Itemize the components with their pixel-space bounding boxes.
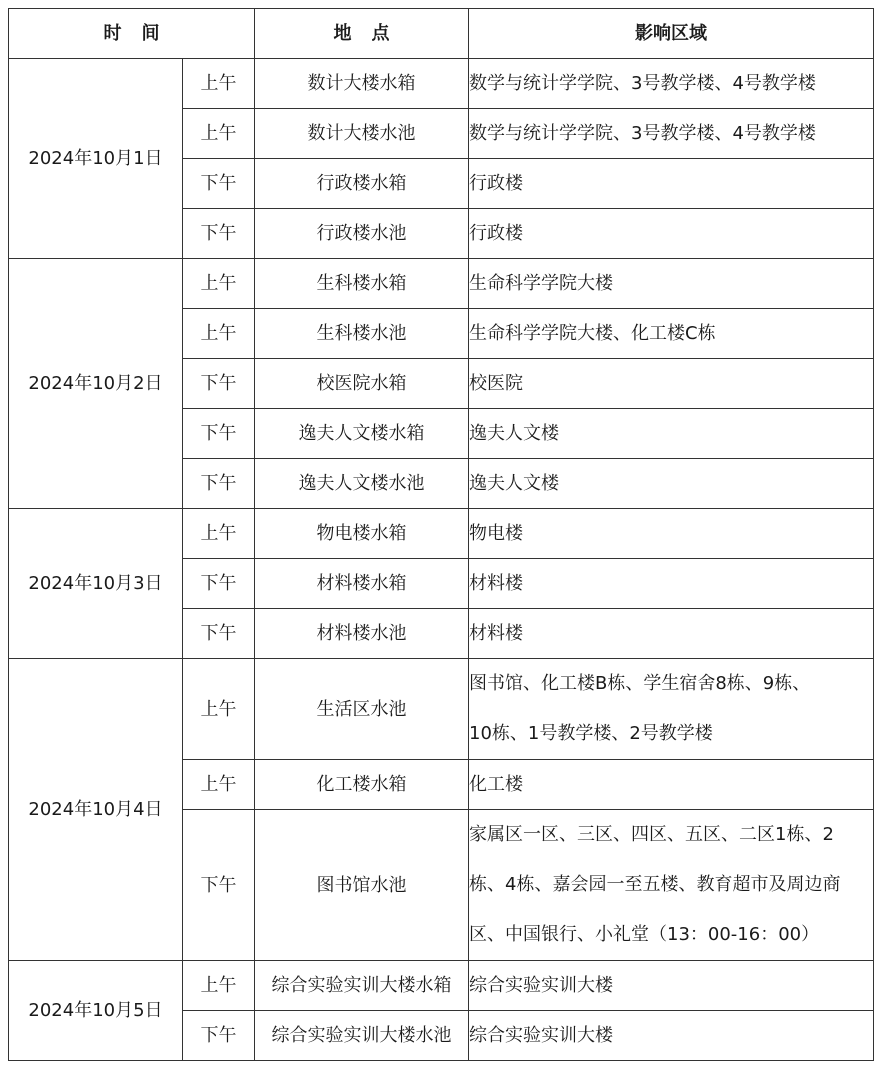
affected-area-cell — [469, 509, 874, 559]
table-row — [9, 509, 874, 559]
period-cell: 下午 — [183, 359, 255, 409]
period-cell: 下午 — [183, 1011, 255, 1061]
period-cell: 下午 — [183, 810, 255, 961]
location-cell: 生科楼水箱 — [255, 259, 469, 309]
period-cell: 下午 — [183, 209, 255, 259]
location-cell: 化工楼水箱 — [255, 760, 469, 810]
affected-area-line: 逸夫人文楼 — [469, 473, 559, 494]
affected-area-cell — [469, 259, 874, 309]
affected-area-cell — [469, 609, 874, 659]
affected-area-cell — [469, 309, 874, 359]
date-cell: 2024年10月2日 — [9, 259, 183, 509]
date-cell: 2024年10月4日 — [9, 659, 183, 961]
period-cell: 上午 — [183, 961, 255, 1011]
header-time: 时 间 — [9, 9, 255, 59]
table-row — [9, 659, 874, 760]
affected-area-line: 综合实验实训大楼 — [469, 1025, 613, 1046]
affected-area-line: 栋、4栋、嘉会园一至五楼、教育超市及周边商 — [469, 874, 841, 895]
affected-area-line: 生命科学学院大楼、化工楼C栋 — [469, 323, 716, 344]
affected-area-cell — [469, 409, 874, 459]
period-cell: 上午 — [183, 760, 255, 810]
location-cell: 校医院水箱 — [255, 359, 469, 409]
location-cell: 综合实验实训大楼水池 — [255, 1011, 469, 1061]
date-cell: 2024年10月3日 — [9, 509, 183, 659]
period-cell: 上午 — [183, 659, 255, 760]
affected-area-line: 数学与统计学学院、3号教学楼、4号教学楼 — [469, 123, 816, 144]
affected-area-line: 行政楼 — [469, 223, 523, 244]
affected-area-line: 区、中国银行、小礼堂（13：00-16：00） — [469, 924, 820, 945]
period-cell: 下午 — [183, 609, 255, 659]
period-cell: 下午 — [183, 559, 255, 609]
period-cell: 上午 — [183, 509, 255, 559]
affected-area-line: 校医院 — [469, 373, 523, 394]
affected-area-line: 材料楼 — [469, 573, 523, 594]
affected-area-cell — [469, 559, 874, 609]
affected-area-cell — [469, 109, 874, 159]
period-cell: 上午 — [183, 309, 255, 359]
header-place: 地 点 — [255, 9, 469, 59]
location-cell: 图书馆水池 — [255, 810, 469, 961]
location-cell: 逸夫人文楼水箱 — [255, 409, 469, 459]
date-cell: 2024年10月1日 — [9, 59, 183, 259]
location-cell: 生活区水池 — [255, 659, 469, 760]
period-cell: 上午 — [183, 59, 255, 109]
table-header-row — [9, 9, 874, 59]
affected-area-line: 数学与统计学学院、3号教学楼、4号教学楼 — [469, 73, 816, 94]
period-cell: 上午 — [183, 109, 255, 159]
affected-area-cell — [469, 810, 874, 961]
affected-area-cell — [469, 209, 874, 259]
location-cell: 材料楼水池 — [255, 609, 469, 659]
location-cell: 行政楼水箱 — [255, 159, 469, 209]
affected-area-line: 行政楼 — [469, 173, 523, 194]
table-body — [9, 59, 874, 1061]
location-cell: 材料楼水箱 — [255, 559, 469, 609]
affected-area-line: 家属区一区、三区、四区、五区、二区1栋、2 — [469, 824, 834, 845]
affected-area-cell — [469, 1011, 874, 1061]
affected-area-cell — [469, 159, 874, 209]
affected-area-line: 物电楼 — [469, 523, 523, 544]
period-cell: 下午 — [183, 459, 255, 509]
affected-area-line: 生命科学学院大楼 — [469, 273, 613, 294]
table-row — [9, 259, 874, 309]
location-cell: 综合实验实训大楼水箱 — [255, 961, 469, 1011]
table-row — [9, 59, 874, 109]
affected-area-line: 综合实验实训大楼 — [469, 975, 613, 996]
period-cell: 下午 — [183, 159, 255, 209]
date-cell: 2024年10月5日 — [9, 961, 183, 1061]
location-cell: 生科楼水池 — [255, 309, 469, 359]
period-cell: 上午 — [183, 259, 255, 309]
location-cell: 行政楼水池 — [255, 209, 469, 259]
affected-area-cell — [469, 659, 874, 760]
location-cell: 逸夫人文楼水池 — [255, 459, 469, 509]
affected-area-cell — [469, 359, 874, 409]
header-area: 影响区域 — [469, 9, 874, 59]
affected-area-line: 化工楼 — [469, 774, 523, 795]
table-row — [9, 961, 874, 1011]
affected-area-line: 材料楼 — [469, 623, 523, 644]
affected-area-cell — [469, 459, 874, 509]
period-cell: 下午 — [183, 409, 255, 459]
location-cell: 数计大楼水池 — [255, 109, 469, 159]
affected-area-cell — [469, 961, 874, 1011]
affected-area-line: 10栋、1号教学楼、2号教学楼 — [469, 723, 713, 744]
affected-area-line: 逸夫人文楼 — [469, 423, 559, 444]
water-outage-schedule-table — [8, 8, 874, 1061]
affected-area-cell — [469, 59, 874, 109]
affected-area-cell — [469, 760, 874, 810]
affected-area-line: 图书馆、化工楼B栋、学生宿舍8栋、9栋、 — [469, 673, 811, 694]
location-cell: 数计大楼水箱 — [255, 59, 469, 109]
location-cell: 物电楼水箱 — [255, 509, 469, 559]
